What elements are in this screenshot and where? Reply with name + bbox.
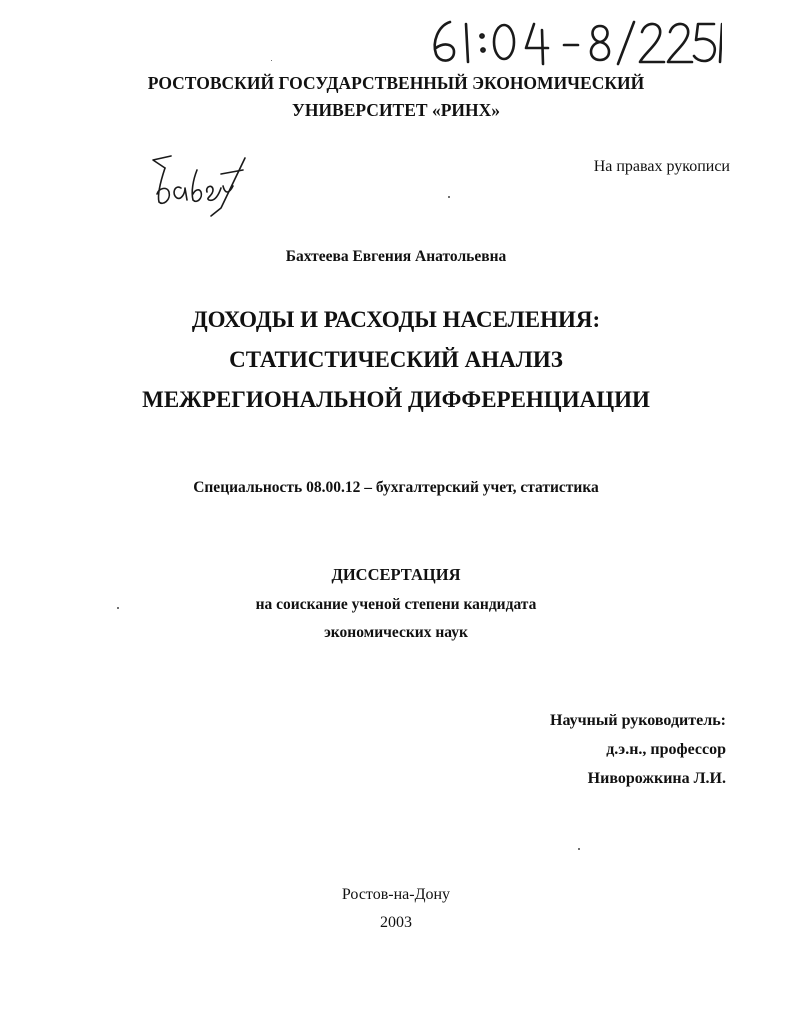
archive-stamp-handwritten <box>422 12 722 72</box>
advisor-label: Научный руководитель: <box>550 712 726 729</box>
advisor-degree: д.э.н., профессор <box>606 741 726 758</box>
advisor-name: Ниворожкина Л.И. <box>587 770 726 787</box>
degree-line-2: экономических наук <box>324 624 468 641</box>
city: Ростов-на-Дону <box>341 886 451 903</box>
dissertation-heading: ДИССЕРТАЦИЯ <box>331 565 461 584</box>
university-name <box>0 70 792 124</box>
manuscript-rights-note: На правах рукописи <box>593 158 730 175</box>
specialty-line: Специальность 08.00.12 – бухгалтерский учет, статистика <box>193 479 599 496</box>
scan-speck <box>448 196 450 198</box>
year: 2003 <box>380 914 412 931</box>
university-name-line-2: УНИВЕРСИТЕТ «РИНХ» <box>291 100 500 120</box>
university-name-line-1: РОСТОВСКИЙ ГОСУДАРСТВЕННЫЙ ЭКОНОМИЧЕСКИЙ <box>147 73 645 93</box>
degree-line-1: на соискание ученой степени кандидата <box>255 596 537 613</box>
title-line-3: МЕЖРЕГИОНАЛЬНОЙ ДИФФЕРЕНЦИАЦИИ <box>142 387 650 412</box>
author-signature <box>145 150 250 220</box>
scan-speck <box>117 607 119 609</box>
title-line-1: ДОХОДЫ И РАСХОДЫ НАСЕЛЕНИЯ: <box>191 307 601 332</box>
scan-speck <box>271 60 272 61</box>
scan-speck <box>578 848 580 850</box>
title-line-2: СТАТИСТИЧЕСКИЙ АНАЛИЗ <box>229 347 563 372</box>
dissertation-title <box>0 300 792 420</box>
author-name: Бахтеева Евгения Анатольевна <box>285 248 507 265</box>
